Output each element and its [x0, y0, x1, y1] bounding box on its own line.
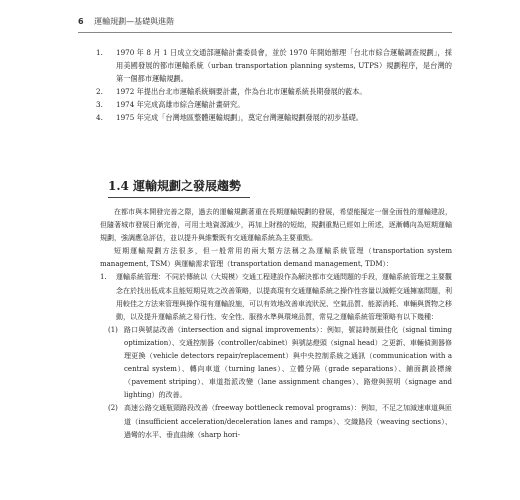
list-item-text: 1974 年完成高雄市綜合運輸計畫研究。 — [116, 100, 245, 109]
list-item-text: 1970 年 8 月 1 日成立交通部運輸計畫委員會，並於 1970 年開始辦理「台北市綜合運輸調查規劃」，採用美國發展的都市運輸系統（urban transportation planning systems, UTPS）規劃程序，是台灣的第一個都市運輸規劃。 — [116, 48, 452, 83]
strategy-number: (1) — [108, 325, 118, 334]
section-heading: 1.4 運輸規劃之發展趨勢 — [108, 177, 250, 198]
tsm-item-text: 運輸系統管理：不同於傳統以（大規模）交通工程建設作為解決都市交通問題的手段，運輸系統管理之主要觀念在於找出低成本且能短期見效之改善策略，以提高現有交通運輸系統之操作性容量以減輕交通擁塞問題，利用較佳之方法來管理與操作現有運輸設施，可以有效地改善車流狀況、空氣品質、能源消耗、車輛與貨物之移動，以及提升運輸系統之易行性、安全性、服務水準與環境品質，常見之運輸系統管理策略有以下幾種： — [116, 273, 452, 321]
strategy-item — [100, 324, 452, 403]
history-list — [96, 46, 452, 124]
list-item-number: 3. — [96, 100, 103, 109]
section-body — [100, 206, 452, 442]
list-item-number: 1. — [96, 48, 103, 57]
list-item-number: 4. — [96, 113, 103, 122]
strategy-item — [100, 402, 452, 441]
body-paragraph: 短期運輸規劃方法很多，但一般常用的兩大類方法稱之為運輸系統管理（transportation system management, TSM）與運輸需求管理（transportation demand management, TDM）： — [100, 247, 452, 269]
tsm-item — [100, 271, 452, 323]
strategy-text: 高速公路交通瓶頸路段改善（freeway bottleneck removal programs）：例如，不足之加減速車道與匝道（insufficient acceleration/deceleration lanes and ramps）、交織路段（weaving sections）、過彎的水平、垂直曲線（sharp hori- — [124, 404, 453, 439]
strategy-text: 路口與號誌改善（intersection and signal improvements）：例如，號誌時制最佳化（signal timing optimization）、交通控制器（controller/cabinet）與號誌燈頭（signal head）之更新、車輛偵測器修理更換（vehicle detectors repair/replacement）與中央控制系統之通訊（communication with a central system）、轉向車道（turning lanes）、立體分隔（grade separations）、鋪面劃設標線（pavement striping）、車道指派改變（lane assignment changes）、路燈與照明（signage and lighting）的改善。 — [124, 325, 452, 400]
list-item — [96, 98, 452, 111]
list-item-number: 2. — [96, 87, 103, 96]
body-paragraph: 在都市與本開發完善之際，過去的運輸規劃著重在長期運輸規劃的發展，希望能擬定一個全面性的運輸建設，但隨著城市發展日漸完善，可用土地資源減少，再加上財務的短絀，規劃重點已經如上所述，逐漸轉向為短期運輸規劃，強調應急評估，並以提升與維繫既有交通運輸系統為主要重點。 — [100, 208, 452, 243]
running-title: 運輸規劃—基礎與進階 — [94, 17, 175, 26]
strategy-number: (2) — [108, 404, 118, 413]
list-item-text: 1975 年完成「台灣地區整體運輸規劃」，奠定台灣運輸規劃發展的初步基礎。 — [116, 113, 363, 122]
list-item — [96, 85, 452, 98]
tsm-item-number: 1. — [100, 273, 107, 282]
list-item — [96, 46, 452, 85]
page-number: 6 — [78, 17, 84, 26]
list-item — [96, 111, 452, 124]
list-item-text: 1972 年提出台北市運輸系統綱要計畫，作為台北市運輸系統長期發展的藍本。 — [116, 87, 367, 96]
running-header — [78, 16, 452, 33]
